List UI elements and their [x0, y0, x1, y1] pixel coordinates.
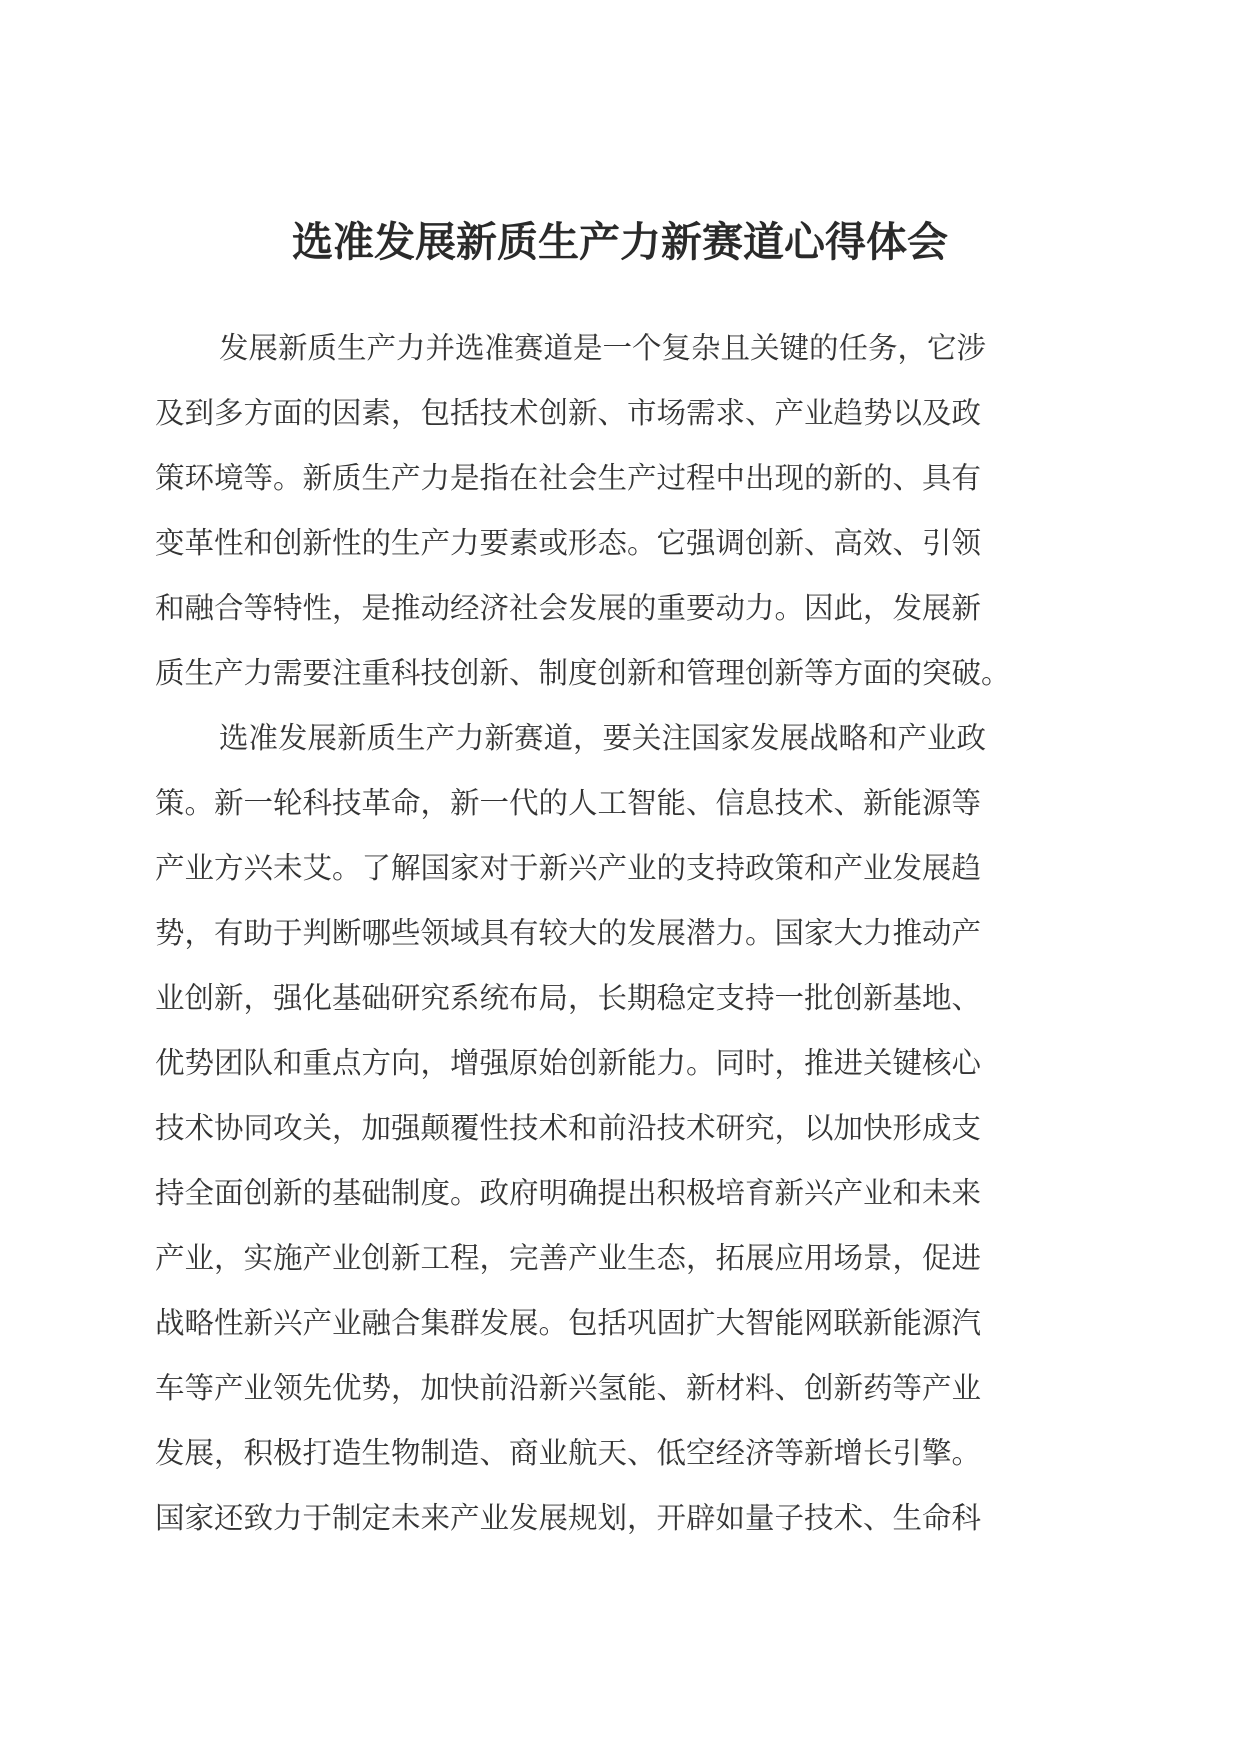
paragraph-2-line: 发展，积极打造生物制造、商业航天、低空经济等新增长引擎。: [155, 1436, 982, 1470]
paragraph-2-line: 产业方兴未艾。了解国家对于新兴产业的支持政策和产业发展趋: [155, 851, 982, 885]
document-title: 选准发展新质生产力新赛道心得体会: [292, 218, 948, 266]
paragraph-2-line: 产业，实施产业创新工程，完善产业生态，拓展应用场景，促进: [155, 1241, 982, 1275]
paragraph-2-line: 技术协同攻关，加强颠覆性技术和前沿技术研究，以加快形成支: [155, 1111, 982, 1145]
paragraph-2-line: 势，有助于判断哪些领域具有较大的发展潜力。国家大力推动产: [155, 916, 982, 950]
paragraph-2-line: 选准发展新质生产力新赛道，要关注国家发展战略和产业政: [219, 721, 987, 755]
paragraph-1-line: 质生产力需要注重科技创新、制度创新和管理创新等方面的突破。: [155, 656, 1011, 690]
document-body: [155, 316, 1085, 1551]
paragraph-1-line: 变革性和创新性的生产力要素或形态。它强调创新、高效、引领: [155, 526, 982, 560]
paragraph-1-line: 策环境等。新质生产力是指在社会生产过程中出现的新的、具有: [155, 461, 982, 495]
paragraph-2-line: 国家还致力于制定未来产业发展规划，开辟如量子技术、生命科: [155, 1501, 982, 1535]
paragraph-2-line: 战略性新兴产业融合集群发展。包括巩固扩大智能网联新能源汽: [155, 1306, 982, 1340]
paragraph-2-line: 优势团队和重点方向，增强原始创新能力。同时，推进关键核心: [155, 1046, 982, 1080]
paragraph-2-line: 策。新一轮科技革命，新一代的人工智能、信息技术、新能源等: [155, 786, 982, 820]
paragraph-1-line: 及到多方面的因素，包括技术创新、市场需求、产业趋势以及政: [155, 396, 982, 430]
paragraph-2-line: 车等产业领先优势，加快前沿新兴氢能、新材料、创新药等产业: [155, 1371, 982, 1405]
paragraph-2-line: 业创新，强化基础研究系统布局，长期稳定支持一批创新基地、: [155, 981, 982, 1015]
paragraph-2-line: 持全面创新的基础制度。政府明确提出积极培育新兴产业和未来: [155, 1176, 982, 1210]
paragraph-1-line: 发展新质生产力并选准赛道是一个复杂且关键的任务，它涉: [219, 331, 987, 365]
paragraph-1-line: 和融合等特性，是推动经济社会发展的重要动力。因此，发展新: [155, 591, 982, 625]
